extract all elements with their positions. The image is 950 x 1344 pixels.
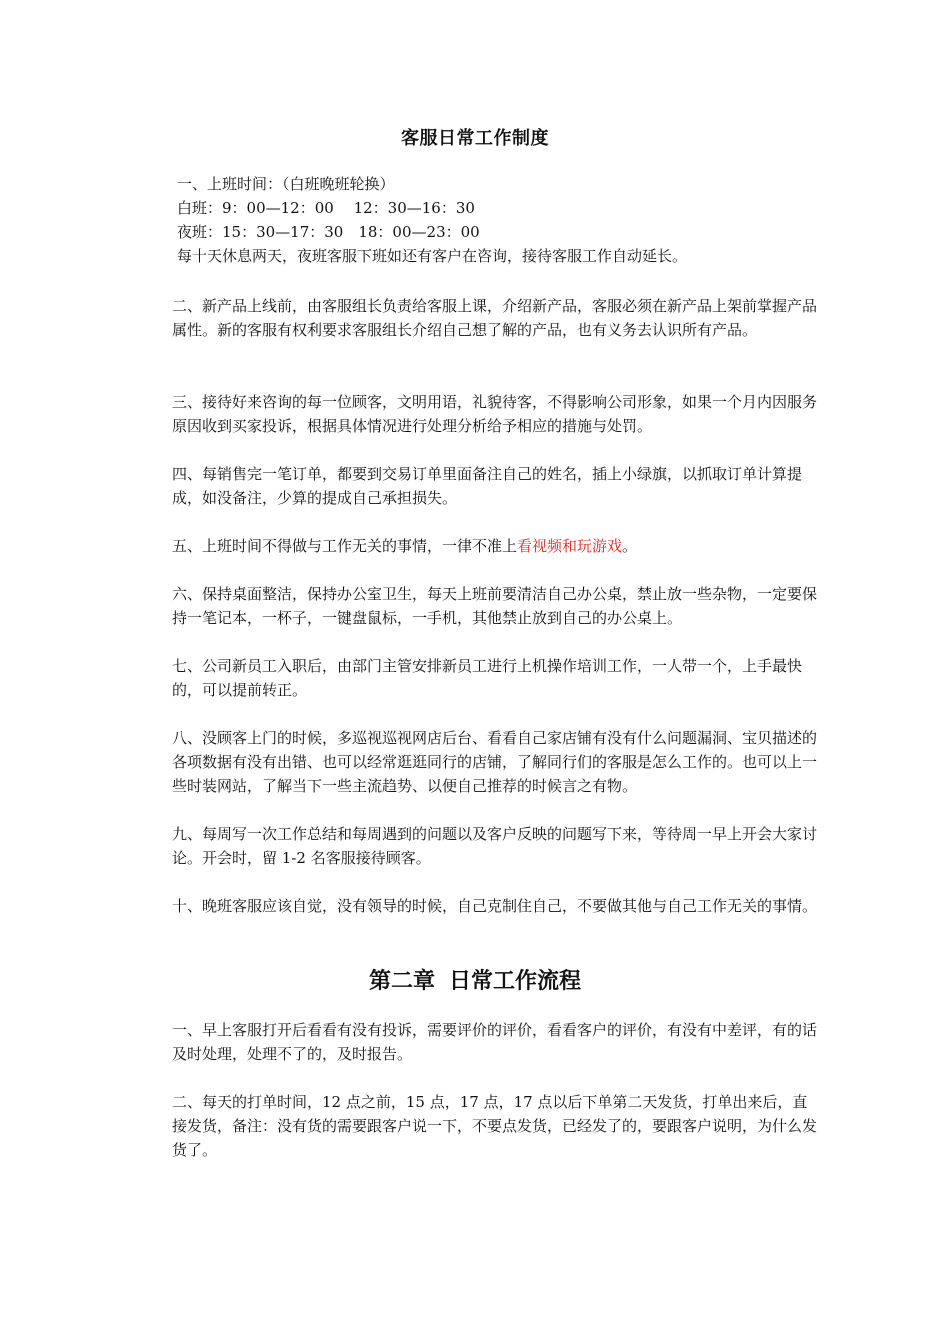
section-work-hours [172, 172, 820, 268]
night-shift-hours: 夜班：15：30—17：30 18：00—23：00 [177, 223, 480, 241]
rule-2-new-product-training: 二、新产品上线前，由客服组长负责给客服上课，介绍新产品，客服必须在新产品上架前掌握产品属性。新的客服有权利要求客服组长介绍自己想了解的产品，也有义务去认识所有产品。 [172, 297, 818, 339]
workflow-item-2-order-printing: 二、每天的打单时间，12 点之前，15 点，17 点，17 点以后下单第二天发货，打单出来后，直接发货，备注：没有货的需要跟客户说一下，不要点发货，已经发了的，要跟客户说明，为什么发货了。 [172, 1093, 818, 1159]
chapter-number: 第二章 [368, 969, 435, 994]
document-title: 客服日常工作制度 [401, 128, 549, 149]
day-shift-hours: 白班：9：00—12：00 12：30—16：30 [177, 199, 475, 217]
chapter-2-heading [0, 964, 950, 995]
rule-3-customer-service-etiquette: 三、接待好来咨询的每一位顾客，文明用语，礼貌待客，不得影响公司形象，如果一个月内因服务原因收到买家投诉，根据具体情况进行处理分析给予相应的措施与处罚。 [172, 393, 818, 435]
rest-day-note: 每十天休息两天，夜班客服下班如还有客户在咨询，接待客服工作自动延长。 [177, 247, 688, 265]
rule-5-text: 五、上班时间不得做与工作无关的事情，一律不准上 [172, 537, 518, 555]
rule-4-order-notes: 四、每销售完一笔订单，都要到交易订单里面备注自己的姓名，插上小绿旗，以抓取订单计算提成，如没备注，少算的提成自己承担损失。 [172, 465, 803, 507]
rule-5-no-entertainment [172, 534, 820, 558]
chapter-title: 日常工作流程 [449, 969, 582, 994]
work-hours-heading: 一、上班时间：（白班晚班轮换） [177, 175, 395, 193]
rule-10-night-shift-discipline: 十、晚班客服应该自觉，没有领导的时候，自己克制住自己，不要做其他与自己工作无关的事情。 [172, 897, 818, 915]
rule-6-desk-tidiness: 六、保持桌面整洁，保持办公室卫生，每天上班前要清洁自己办公桌，禁止放一些杂物，一定要保持一笔记本，一杯子，一键盘鼠标，一手机，其他禁止放到自己的办公桌上。 [172, 585, 818, 627]
rule-5-suffix: 。 [622, 537, 638, 555]
rule-8-idle-time-duties: 八、没顾客上门的时候，多巡视巡视网店后台、看看自己家店铺有没有什么问题漏洞、宝贝描述的各项数据有没有出错、也可以经常逛逛同行的店铺，了解同行们的客服是怎么工作的。也可以上一些时装网站，了解当下一些主流趋势、以便自己推荐的时候言之有物。 [172, 729, 818, 795]
rule-5-highlight: 看视频和玩游戏 [517, 537, 623, 555]
rule-9-weekly-summary: 九、每周写一次工作总结和每周遇到的问题以及客户反映的问题写下来，等待周一早上开会大家讨论。开会时，留 1-2 名客服接待顾客。 [172, 825, 818, 867]
workflow-item-1-morning-check: 一、早上客服打开后看看有没有投诉，需要评价的评价，看看客户的评价，有没有中差评，有的话及时处理，处理不了的，及时报告。 [172, 1021, 818, 1063]
rule-7-new-employee-training: 七、公司新员工入职后，由部门主管安排新员工进行上机操作培训工作，一人带一个，上手最快的，可以提前转正。 [172, 657, 803, 699]
